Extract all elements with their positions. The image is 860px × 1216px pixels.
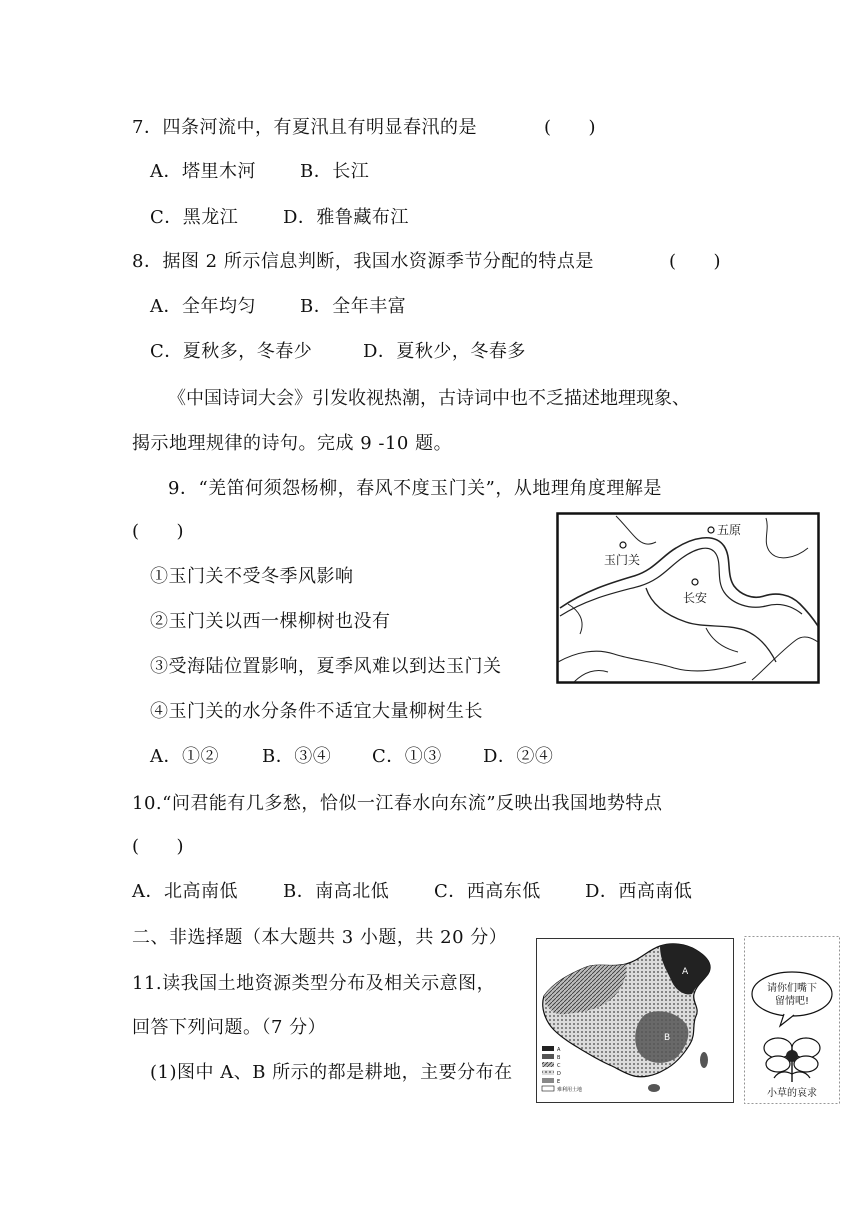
q7-stem: 7．四条河流中，有夏汛且有明显春汛的是 [132, 117, 477, 138]
q9-option-a: A．①② [150, 746, 219, 767]
q9-statement-4: ④玉门关的水分条件不适宜大量柳树生长 [150, 701, 483, 722]
q10-option-a: A．北高南低 [132, 881, 238, 902]
q9-statement-1: ①玉门关不受冬季风影响 [150, 566, 354, 587]
cartoon-bubble-line-1: 请你们嘴下 [767, 983, 817, 994]
intro-line-1: 《中国诗词大会》引发收视热潮，古诗词中也不乏描述地理现象、 [168, 388, 690, 409]
q11-line-1: 11.读我国土地资源类型分布及相关示意图， [132, 973, 496, 994]
q11-subquestion-1: (1)图中 A、B 所示的都是耕地，主要分布在 [150, 1062, 513, 1083]
q10-option-b: B．南高北低 [283, 881, 390, 902]
q10-option-c: C．西高东低 [434, 881, 541, 902]
q7-option-b: B．长江 [300, 161, 370, 182]
q10-option-d: D．西高南低 [585, 881, 693, 902]
q8-stem: 8．据图 2 所示信息判断，我国水资源季节分配的特点是 [132, 251, 594, 272]
china-land-use-map [536, 938, 734, 1103]
q9-answer-paren: ( ) [132, 521, 185, 542]
q10-stem: 10.“问君能有几多愁，恰似一江春水向东流”反映出我国地势特点 [132, 793, 663, 814]
q8-option-a: A．全年均匀 [150, 296, 256, 317]
map-label-a: A [682, 967, 689, 977]
q9-statement-3: ③受海陆位置影响，夏季风难以到达玉门关 [150, 656, 502, 677]
q7-answer-paren: ( ) [544, 117, 597, 138]
q9-statement-2: ②玉门关以西一棵柳树也没有 [150, 611, 391, 632]
legend-item: E [557, 1079, 561, 1085]
q9-option-c: C．①③ [372, 746, 442, 767]
q8-option-c: C．夏秋多，冬春少 [150, 341, 313, 362]
q7-option-c: C．黑龙江 [150, 207, 239, 228]
legend-item-unused-land: 难利用土地 [557, 1087, 583, 1093]
map-label-b: B [664, 1033, 671, 1043]
map-label-wuyuan: 五原 [717, 523, 742, 537]
cartoon-bubble-line-2: 留情吧! [774, 996, 810, 1007]
legend-item: A [557, 1047, 561, 1053]
map-label-changan: 长安 [683, 591, 708, 605]
q9-option-d: D．②④ [483, 746, 554, 767]
q8-option-d: D．夏秋少，冬春多 [363, 341, 526, 362]
map-label-yumenguan: 玉门关 [604, 553, 641, 567]
q11-line-2: 回答下列问题。（7 分） [132, 1017, 327, 1038]
q7-option-d: D．雅鲁藏布江 [283, 207, 409, 228]
q10-answer-paren: ( ) [132, 836, 185, 857]
grass-plea-cartoon [744, 936, 840, 1104]
intro-line-2: 揭示地理规律的诗句。完成 9 -10 题。 [132, 433, 453, 454]
q8-option-b: B．全年丰富 [300, 296, 407, 317]
yumenguan-map [556, 512, 820, 684]
legend-item: C [557, 1063, 561, 1069]
cartoon-caption: 小草的哀求 [767, 1088, 817, 1099]
legend-item: B [557, 1055, 561, 1061]
q9-option-b: B．③④ [262, 746, 332, 767]
q8-answer-paren: ( ) [669, 251, 722, 272]
legend-item: D [557, 1071, 561, 1077]
q7-option-a: A．塔里木河 [150, 161, 256, 182]
section-2-title: 二、非选择题（本大题共 3 小题，共 20 分） [132, 927, 508, 948]
q9-stem: 9．“羌笛何须怨杨柳，春风不度玉门关”，从地理角度理解是 [168, 478, 662, 499]
